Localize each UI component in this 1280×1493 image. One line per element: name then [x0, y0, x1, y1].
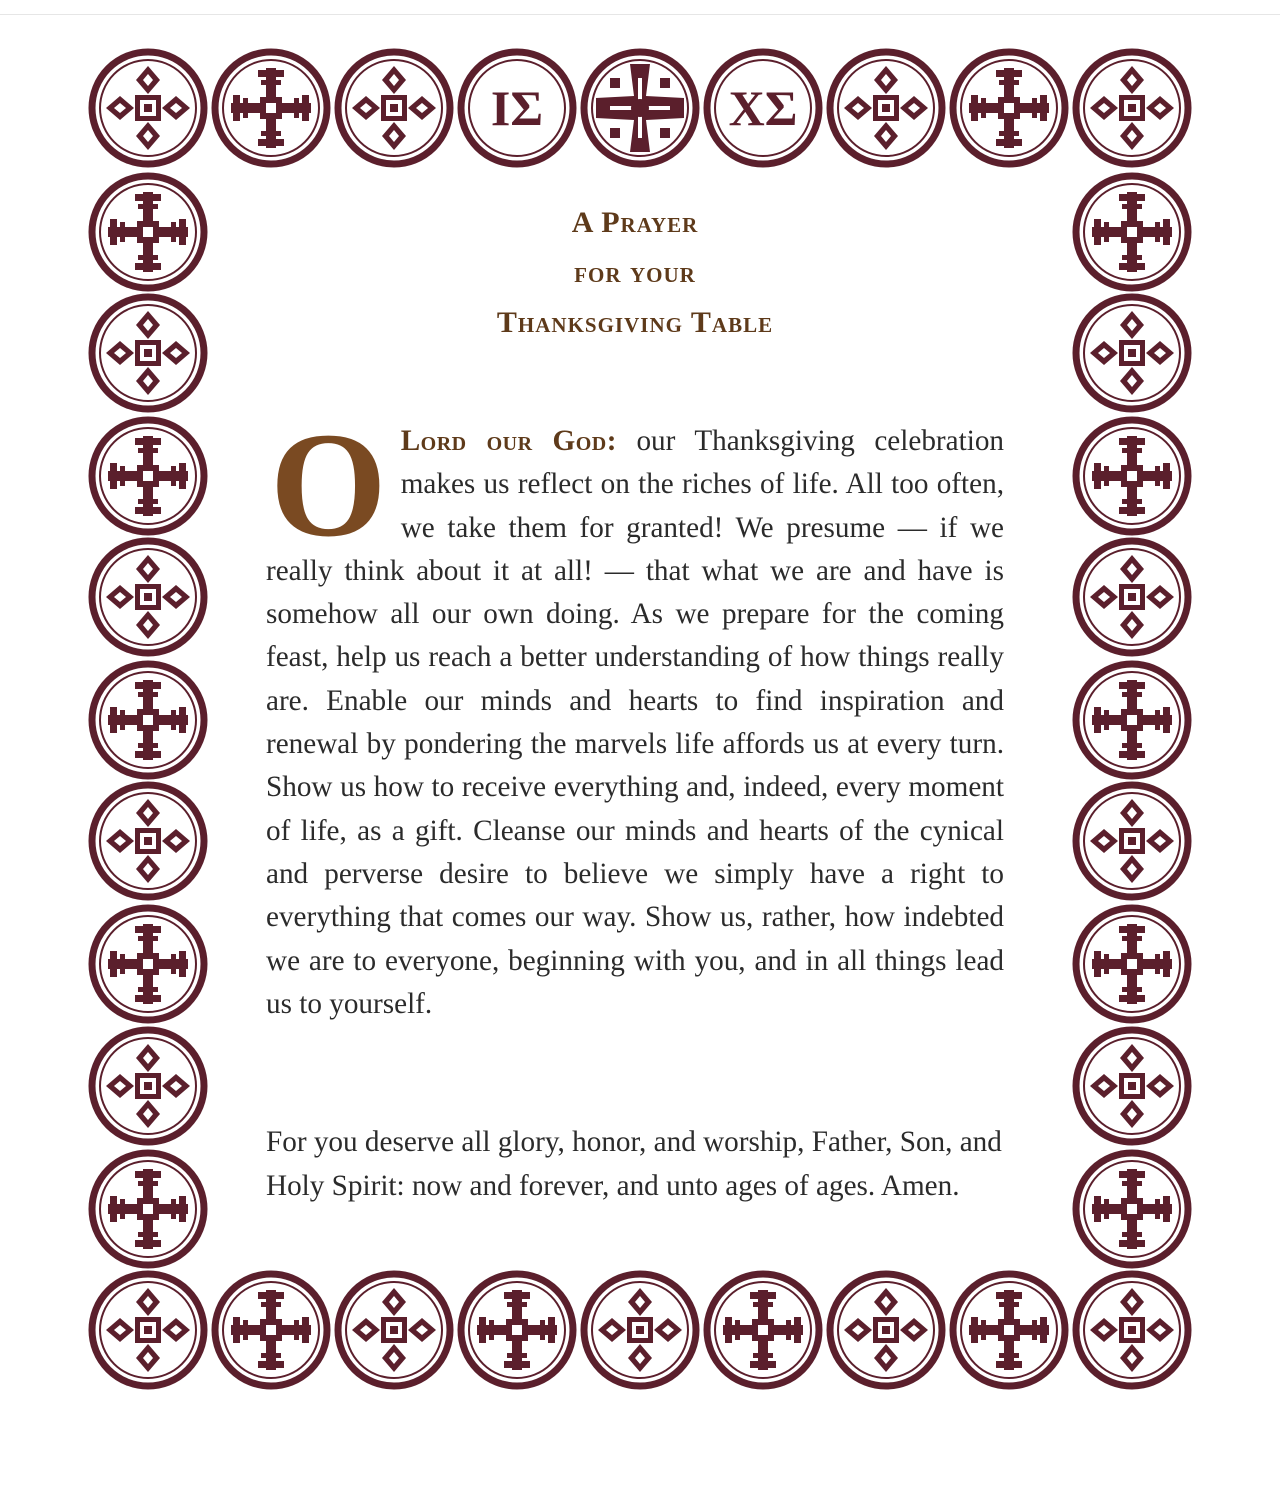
- diamond-cross-icon: [92, 52, 204, 164]
- cross-icon: [215, 1274, 327, 1386]
- diamond-cross-icon: [338, 52, 450, 164]
- christogram-text: ΙΣ: [490, 80, 544, 136]
- cross-icon: [1076, 420, 1188, 532]
- cross-icon: [92, 420, 204, 532]
- prayer-closing: For you deserve all glory, honor, and worship, Father, Son, and Holy Spirit: now and forever, and unto ages of ages. Amen.: [266, 1126, 1002, 1202]
- cross-icon: [953, 52, 1065, 164]
- monogram-medallion: [461, 52, 573, 164]
- title-line-1: A Prayer: [571, 206, 699, 239]
- diamond-cross-icon: [1076, 52, 1188, 164]
- diamond-cross-icon: [1076, 1030, 1188, 1142]
- cross-icon: [1076, 664, 1188, 776]
- cross-icon: [215, 52, 327, 164]
- diamond-cross-icon: [1076, 785, 1188, 897]
- cross-icon: [92, 664, 204, 776]
- title-line-3: Thanksgiving Table: [496, 306, 774, 339]
- diamond-cross-icon: [92, 1030, 204, 1142]
- cross-icon: [707, 1274, 819, 1386]
- cross-icon: [92, 908, 204, 1020]
- diamond-cross-icon: [830, 52, 942, 164]
- diamond-cross-icon: [584, 1274, 696, 1386]
- diamond-cross-icon: [92, 541, 204, 653]
- title-line-2: for your: [574, 256, 696, 289]
- diamond-cross-icon: [92, 297, 204, 409]
- christogram-text: ΧΣ: [728, 80, 798, 136]
- prayer-lead-in: Lord our God:: [400, 425, 617, 457]
- diamond-cross-icon: [92, 1274, 204, 1386]
- byzantine-cross-icon: [584, 52, 696, 164]
- cross-icon: [1076, 1153, 1188, 1265]
- diamond-cross-icon: [1076, 297, 1188, 409]
- diamond-cross-icon: [1076, 1274, 1188, 1386]
- cross-icon: [953, 1274, 1065, 1386]
- diamond-cross-icon: [92, 785, 204, 897]
- monogram-medallion: [707, 52, 819, 164]
- diamond-cross-icon: [830, 1274, 942, 1386]
- diamond-cross-icon: [338, 1274, 450, 1386]
- cross-icon: [92, 1153, 204, 1265]
- cross-icon: [92, 176, 204, 288]
- cross-icon: [1076, 176, 1188, 288]
- diamond-cross-icon: [1076, 541, 1188, 653]
- prayer-body-text: our Thanksgiving celebration makes us reflect on the riches of life. All too often, we take them for granted! We presume — if we really think about it at all! — that what we are and have is somehow all our own doing. As we prepare for the coming feast, help us reach a better understanding of how things really are. Enable our minds and hearts to find inspiration and renewal by pondering the marvels life affords us at every turn. Show us how to receive everything and, indeed, every moment of life, as a gift. Cleanse our minds and hearts of the cynical and perverse desire to believe we simply have a right to everything that comes our way. Show us, rather, how indebted we are to everyone, beginning with you, and in all things lead us to yourself.: [266, 425, 1005, 1020]
- drop-cap: O: [270, 402, 387, 568]
- prayer-title: [360, 198, 910, 348]
- cross-icon: [461, 1274, 573, 1386]
- prayer-body: [266, 402, 1005, 1026]
- cross-icon: [1076, 908, 1188, 1020]
